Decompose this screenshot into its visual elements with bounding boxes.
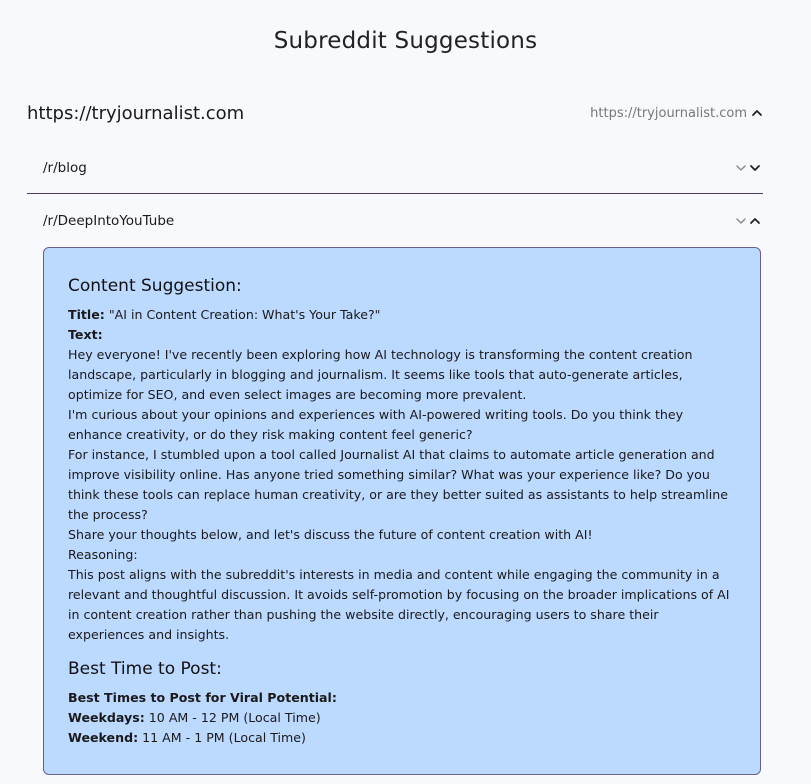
weekdays-value: 10 AM - 12 PM (Local Time) xyxy=(144,710,321,725)
chevron-up-icon xyxy=(749,215,761,227)
content-suggestion-heading: Content Suggestion: xyxy=(68,276,242,296)
page-title: Subreddit Suggestions xyxy=(273,28,538,54)
reasoning-label: Reasoning: xyxy=(68,547,138,562)
best-time-heading: Best Time to Post: xyxy=(68,659,222,679)
text-paragraph: Hey everyone! I've recently been exploring how AI technology is transforming the content creation landscape, particularly in blogging and journalism. It seems like tools that auto-generate articles, optimize for SEO, and even select images are becoming more prevalent. xyxy=(68,347,693,402)
reasoning-text: This post aligns with the subreddit's interests in media and content while engaging the community in a relevant and thoughtful discussion. It avoids self-promotion by focusing on the broader implications of AI in content creation rather than pushing the website directly, encouraging users to share their experiences and insights. xyxy=(68,567,730,642)
weekdays-time xyxy=(68,708,736,728)
weekend-time xyxy=(68,728,736,748)
suggestion-title xyxy=(68,305,736,325)
text-paragraph: I'm curious about your opinions and experiences with AI-powered writing tools. Do you think they enhance creativity, or do they risk making content feel generic? xyxy=(68,407,684,442)
subreddit-name: /r/DeepIntoYouTube xyxy=(43,213,175,229)
subreddit-row-deepintoyoutube[interactable] xyxy=(27,205,763,237)
weekdays-label: Weekdays: xyxy=(68,710,145,725)
subreddit-name: /r/blog xyxy=(43,160,87,176)
subreddit-row-blog[interactable] xyxy=(27,152,763,184)
divider xyxy=(27,193,763,194)
chevron-up-icon xyxy=(751,107,763,119)
site-collapse-toggle[interactable] xyxy=(590,106,763,121)
title-label: Title: xyxy=(68,307,105,322)
site-toggle-label: https://tryjournalist.com xyxy=(590,105,747,121)
best-time-intro: Best Times to Post for Viral Potential: xyxy=(68,690,337,705)
text-paragraph: For instance, I stumbled upon a tool called Journalist AI that claims to automate article generation and improve visibility online. Has anyone tried something similar? What was your experience like? Do you think these tools can replace human creativity, or are they better suited as assistants to help streamline the process? xyxy=(68,447,728,522)
text-label: Text: xyxy=(68,327,103,342)
weekend-value: 11 AM - 1 PM (Local Time) xyxy=(138,730,306,745)
chevron-down-icon xyxy=(735,215,747,227)
chevron-down-icon xyxy=(735,162,747,174)
text-paragraph: Share your thoughts below, and let's discuss the future of content creation with AI! xyxy=(68,527,593,542)
title-value: "AI in Content Creation: What's Your Take?" xyxy=(104,307,381,322)
site-header xyxy=(27,98,763,128)
chevron-down-icon xyxy=(749,162,761,174)
weekend-label: Weekend: xyxy=(68,730,139,745)
suggestion-card xyxy=(43,247,761,775)
site-url: https://tryjournalist.com xyxy=(27,102,245,124)
